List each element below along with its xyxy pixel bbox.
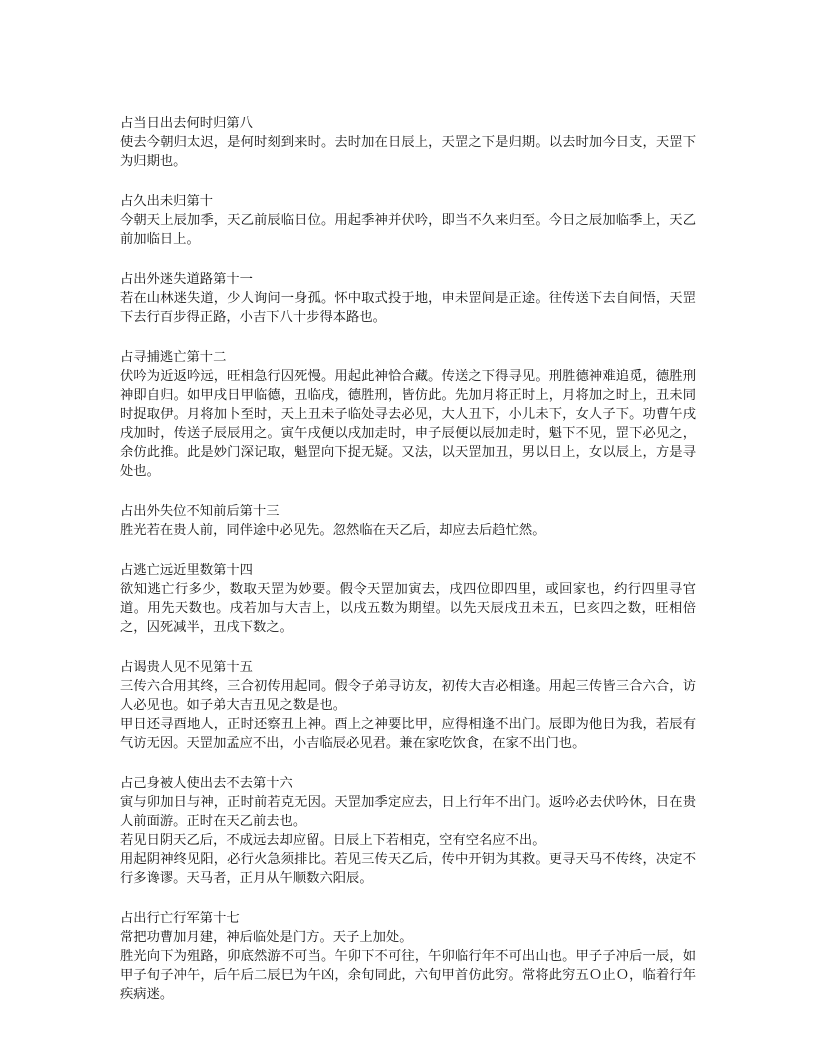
section-paragraph: 欲知逃亡行多少，数取天罡为妙要。假令天罡加寅去，戌四位即四里，或回家也，约行四里寻官道。用先天数也。戌若加与大吉上，以戌五数为期望。以先天辰戌丑未五，巳亥四之数，旺相倍之，囚死减半，丑戌下数之。: [120, 582, 696, 635]
section-heading: 占出行亡行军第十七: [120, 911, 240, 926]
document-page: [120, 114, 696, 1025]
section-heading: 占久出未归第十: [120, 194, 214, 209]
section-paragraph: 三传六合用其终，三合初传用起同。假令子弟寻访友，初传大吉必相逢。用起三传皆三合六合，访人必见也。如子弟大吉丑见之数是也。: [120, 679, 696, 713]
section-paragraph: 甲日还寻酉地人，正时还察丑上神。酉上之神要比甲，应得相逢不出门。辰即为他日为我，若辰有气访无因。天罡加孟应不出，小吉临辰必见君。兼在家吃饮食，在家不出门也。: [120, 717, 696, 751]
section-8: [120, 114, 696, 171]
section-paragraph: 胜光向下为殂路，卯底然游不可当。午卯下不可往，午卯临行年不可出山也。甲子子冲后一辰，如甲子旬子冲午，后午后二辰巳为午凶，余旬同此，六旬甲首仿此穷。常将此穷五Ｏ止Ｏ，临着行年疾病迷。: [120, 949, 696, 1002]
section-heading: 占逃亡远近里数第十四: [120, 563, 253, 578]
section-paragraph: 若见日阴天乙后，不成远去却应留。日辰上下若相克，空有空名应不出。: [120, 833, 546, 848]
section-heading: 占己身被人使出去不去第十六: [120, 776, 293, 791]
section-13: [120, 502, 696, 540]
section-paragraph: 胜光若在贵人前，同伴途中必见先。忽然临在天乙后，却应去后趋忙然。: [120, 523, 546, 538]
section-paragraph: 寅与卯加日与神，正时前若克无因。天罡加季定应去，日上行年不出门。返吟必去伏吟休，日在贵人前面游。正时在天乙前去也。: [120, 795, 696, 829]
section-paragraph: 常把功曹加月建，神后临处是门方。天子上加处。: [120, 930, 413, 945]
section-heading: 占谒贵人见不见第十五: [120, 660, 253, 675]
section-16: [120, 774, 696, 888]
section-paragraph: 使去今朝归太迟，是何时刻到来时。去时加在日辰上，天罡之下是归期。以去时加今日支，天罡下为归期也。: [120, 135, 696, 169]
section-paragraph: 用起阴神终见阳，必行火急须排比。若见三传天乙后，传中开钥为其救。更寻天马不传终，决定不行多谗谬。天马者，正月从午顺数六阳辰。: [120, 852, 696, 886]
section-10: [120, 192, 696, 249]
section-heading: 占当日出去何时归第八: [120, 116, 253, 131]
section-paragraph: 今朝天上辰加季，天乙前辰临日位。用起季神并伏吟，即当不久来归至。今日之辰加临季上，天乙前加临日上。: [120, 213, 696, 247]
section-17: [120, 909, 696, 1004]
section-11: [120, 270, 696, 327]
section-12: [120, 348, 696, 481]
section-14: [120, 561, 696, 637]
section-paragraph: 伏吟为近返吟远，旺相急行囚死慢。用起此神恰合藏。传送之下得寻见。刑胜德神难追觅，德胜刑神即自归。如甲戌日甲临德，丑临戌，德胜刑，皆仿此。先加月将正时上，月将加之时上，丑未同时捉取伊。月将加卜至时，天上丑未子临处寻去必见，大人丑下，小儿未下，女人子下。功曹午戌戌加时，传送子辰辰用之。寅午戌便以戌加走时，申子辰便以辰加走时，魁下不见，罡下必见之，余仿此推。此是妙门深记取，魁罡向下捉无疑。又法，以天罡加丑，男以日上，女以辰上，方是寻处也。: [120, 369, 696, 479]
section-15: [120, 658, 696, 753]
section-heading: 占出外失位不知前后第十三: [120, 504, 280, 519]
section-paragraph: 若在山林迷失道，少人询问一身孤。怀中取式投于地，申未罡间是正途。往传送下去自间悟，天罡下去行百步得正路，小吉下八十步得本路也。: [120, 291, 696, 325]
section-heading: 占出外迷失道路第十一: [120, 272, 253, 287]
section-heading: 占寻捕逃亡第十二: [120, 350, 227, 365]
